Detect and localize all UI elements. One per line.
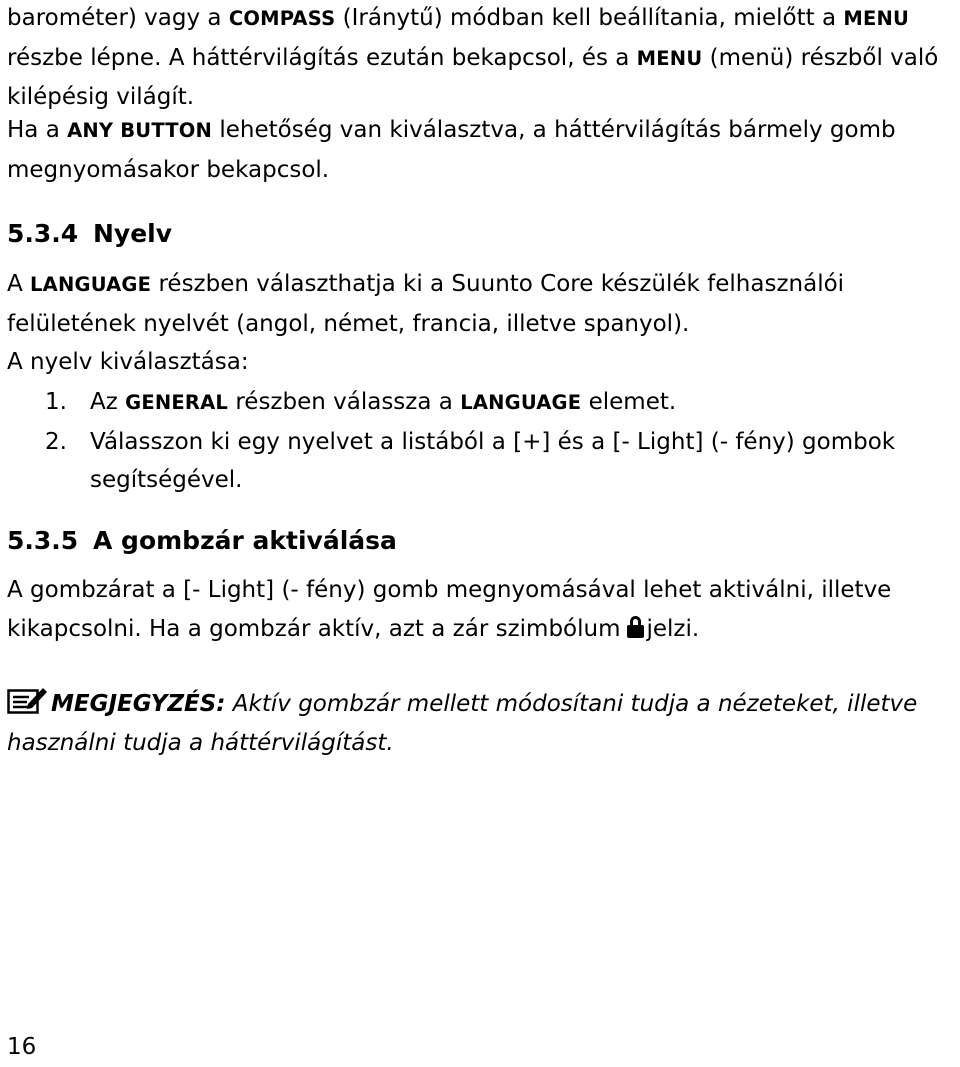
note-pencil-icon xyxy=(7,685,49,715)
text: A xyxy=(7,271,31,297)
text: barométer) vagy a xyxy=(7,5,229,31)
keyword-any-button: ANY BUTTON xyxy=(67,119,213,142)
note-text: Aktív gombzár mellett módosítani tudja a nézeteket, illetve használni tudja a háttérvilágítást. xyxy=(7,691,918,756)
page-number: 16 xyxy=(7,1034,37,1060)
list-number: 1. xyxy=(45,389,67,415)
section-heading-language xyxy=(7,214,172,254)
keyword-compass: COMPASS xyxy=(228,7,336,30)
language-intro: A nyelv kiválasztása: xyxy=(7,349,249,375)
section-number: 5.3.5 xyxy=(7,526,79,555)
list-number: 2. xyxy=(45,428,67,455)
keyword-general: GENERAL xyxy=(125,391,229,414)
text: Ha a xyxy=(7,117,68,143)
keyword-language: LANGUAGE xyxy=(460,391,582,414)
text: (Iránytű) módban kell beállítania, mielőtt a xyxy=(335,5,844,31)
section-heading-button-lock xyxy=(7,521,397,561)
section-title: Nyelv xyxy=(93,219,173,248)
paragraph-language xyxy=(7,265,952,343)
keyword-language: LANGUAGE xyxy=(30,273,152,296)
text: részben választhatja ki a Suunto Core készülék felhasználói felületének nyelvét (angol, német, francia, illetve spanyol). xyxy=(7,271,845,337)
text: jelzi. xyxy=(646,615,700,642)
text: A gombzárat a [- Light] (- fény) gomb megnyomásával lehet aktiválni, illetve kikapcsolni. Ha a gombzár aktív, azt a zár szimbólum xyxy=(7,577,892,642)
note-block xyxy=(7,685,957,762)
paragraph-any-button xyxy=(7,111,952,189)
text: elemet. xyxy=(581,389,677,415)
language-steps-list xyxy=(7,383,952,500)
lock-icon xyxy=(627,616,644,638)
text: részben válassza a xyxy=(228,389,461,415)
keyword-menu: MENU xyxy=(636,46,703,70)
keyword-menu: MENU xyxy=(843,7,910,30)
text: Válasszon ki egy nyelvet a listából a [+] és a [- Light] (- fény) gombok segítségével. xyxy=(90,428,896,493)
section-number: 5.3.4 xyxy=(7,219,79,248)
paragraph-button-lock xyxy=(7,571,957,648)
text: (menü) részből való kilépésig világít. xyxy=(7,44,939,110)
paragraph-backlight-menu xyxy=(7,0,952,117)
section-title: A gombzár aktiválása xyxy=(93,526,397,555)
note-label: MEGJEGYZÉS: xyxy=(51,691,226,717)
list-item xyxy=(7,383,952,423)
text: részbe lépne. A háttérvilágítás ezután bekapcsol, és a xyxy=(7,44,637,71)
list-item xyxy=(7,423,952,500)
text: Az xyxy=(90,389,126,415)
text: lehetőség van kiválasztva, a háttérvilágítás bármely gomb megnyomásakor bekapcsol. xyxy=(7,117,896,183)
